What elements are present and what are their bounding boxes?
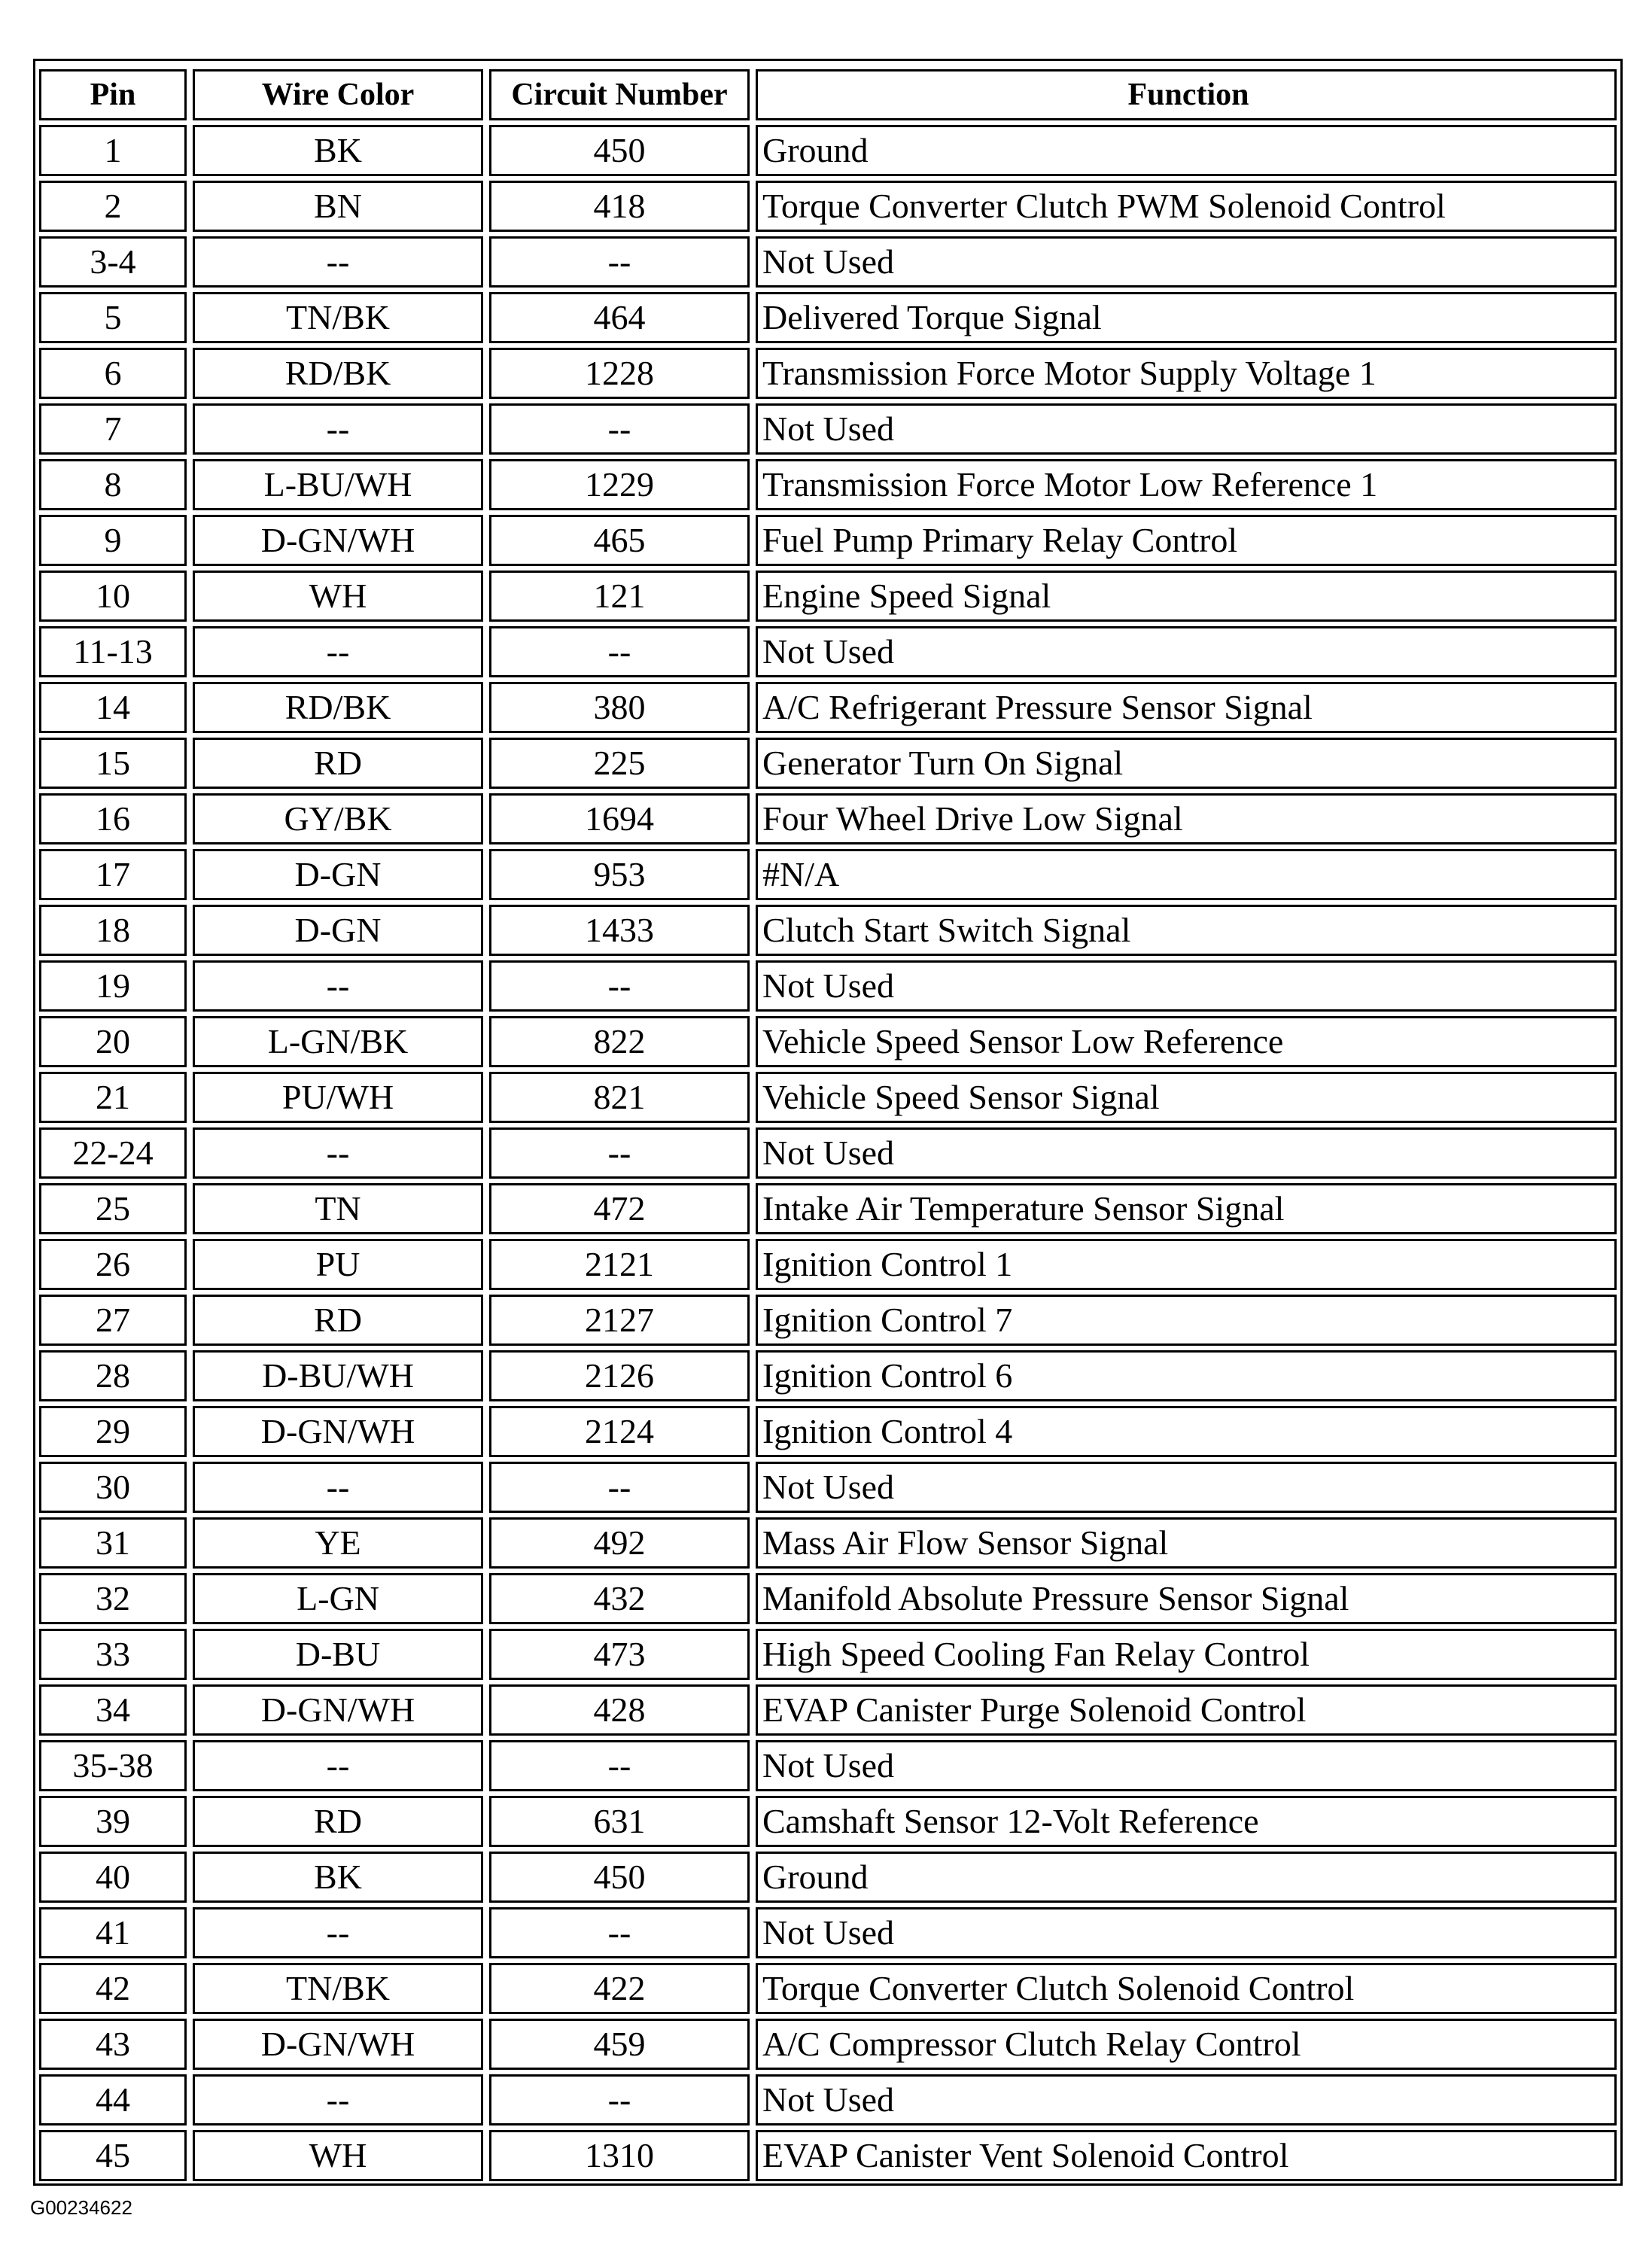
cell-function: Clutch Start Switch Signal xyxy=(756,905,1617,956)
cell-function: Engine Speed Signal xyxy=(756,571,1617,622)
cell-pin: 21 xyxy=(39,1072,187,1123)
header-circuit-number: Circuit Number xyxy=(489,69,750,120)
table-row xyxy=(39,1963,1617,2014)
cell-pin: 9 xyxy=(39,515,187,566)
cell-circuit-number: -- xyxy=(489,236,750,288)
cell-function: Fuel Pump Primary Relay Control xyxy=(756,515,1617,566)
cell-function: Ignition Control 6 xyxy=(756,1350,1617,1401)
cell-function: Ground xyxy=(756,1852,1617,1903)
header-pin: Pin xyxy=(39,69,187,120)
cell-wire-color: RD/BK xyxy=(193,682,483,733)
cell-pin: 44 xyxy=(39,2074,187,2126)
cell-pin: 6 xyxy=(39,348,187,399)
cell-circuit-number: 422 xyxy=(489,1963,750,2014)
cell-circuit-number: 1228 xyxy=(489,348,750,399)
cell-function: Vehicle Speed Sensor Low Reference xyxy=(756,1016,1617,1067)
cell-wire-color: TN/BK xyxy=(193,292,483,343)
cell-pin: 11-13 xyxy=(39,626,187,677)
table-row xyxy=(39,1740,1617,1791)
table-row xyxy=(39,1016,1617,1067)
cell-pin: 29 xyxy=(39,1406,187,1457)
cell-pin: 17 xyxy=(39,849,187,900)
cell-wire-color: -- xyxy=(193,960,483,1012)
cell-circuit-number: 121 xyxy=(489,571,750,622)
cell-wire-color: TN/BK xyxy=(193,1963,483,2014)
table-row xyxy=(39,1239,1617,1290)
cell-circuit-number: -- xyxy=(489,1907,750,1958)
table-row xyxy=(39,960,1617,1012)
cell-function: Vehicle Speed Sensor Signal xyxy=(756,1072,1617,1123)
cell-function: Torque Converter Clutch PWM Solenoid Control xyxy=(756,181,1617,232)
table-row xyxy=(39,1295,1617,1346)
cell-circuit-number: 953 xyxy=(489,849,750,900)
cell-pin: 19 xyxy=(39,960,187,1012)
cell-wire-color: BK xyxy=(193,125,483,176)
cell-circuit-number: 1433 xyxy=(489,905,750,956)
table-row xyxy=(39,2130,1617,2181)
cell-circuit-number: 225 xyxy=(489,738,750,789)
cell-wire-color: RD xyxy=(193,1295,483,1346)
cell-wire-color: -- xyxy=(193,2074,483,2126)
cell-circuit-number: 459 xyxy=(489,2019,750,2070)
cell-wire-color: D-GN xyxy=(193,849,483,900)
table-row xyxy=(39,1406,1617,1457)
table-row xyxy=(39,1462,1617,1513)
cell-function: #N/A xyxy=(756,849,1617,900)
cell-circuit-number: 465 xyxy=(489,515,750,566)
cell-pin: 42 xyxy=(39,1963,187,2014)
cell-pin: 25 xyxy=(39,1183,187,1234)
cell-circuit-number: 492 xyxy=(489,1517,750,1569)
cell-function: Manifold Absolute Pressure Sensor Signal xyxy=(756,1573,1617,1624)
cell-pin: 8 xyxy=(39,459,187,510)
cell-wire-color: D-GN/WH xyxy=(193,1406,483,1457)
cell-circuit-number: -- xyxy=(489,1127,750,1179)
table-row xyxy=(39,348,1617,399)
cell-circuit-number: 464 xyxy=(489,292,750,343)
cell-wire-color: D-GN/WH xyxy=(193,1684,483,1736)
table-row xyxy=(39,1573,1617,1624)
cell-circuit-number: -- xyxy=(489,403,750,455)
cell-function: Delivered Torque Signal xyxy=(756,292,1617,343)
cell-pin: 16 xyxy=(39,793,187,844)
cell-pin: 32 xyxy=(39,1573,187,1624)
cell-function: Camshaft Sensor 12-Volt Reference xyxy=(756,1796,1617,1847)
cell-function: Mass Air Flow Sensor Signal xyxy=(756,1517,1617,1569)
table-row xyxy=(39,236,1617,288)
cell-circuit-number: 821 xyxy=(489,1072,750,1123)
cell-wire-color: L-GN xyxy=(193,1573,483,1624)
cell-pin: 14 xyxy=(39,682,187,733)
cell-wire-color: -- xyxy=(193,1462,483,1513)
cell-function: Intake Air Temperature Sensor Signal xyxy=(756,1183,1617,1234)
cell-function: Not Used xyxy=(756,1127,1617,1179)
cell-circuit-number: 2126 xyxy=(489,1350,750,1401)
cell-function: Ignition Control 4 xyxy=(756,1406,1617,1457)
header-wire-color: Wire Color xyxy=(193,69,483,120)
table-row xyxy=(39,1350,1617,1401)
table-header-row xyxy=(39,69,1617,120)
cell-function: EVAP Canister Vent Solenoid Control xyxy=(756,2130,1617,2181)
cell-function: Not Used xyxy=(756,960,1617,1012)
cell-function: Not Used xyxy=(756,1907,1617,1958)
cell-circuit-number: 472 xyxy=(489,1183,750,1234)
cell-pin: 26 xyxy=(39,1239,187,1290)
cell-wire-color: TN xyxy=(193,1183,483,1234)
table-row xyxy=(39,292,1617,343)
table-row xyxy=(39,793,1617,844)
cell-wire-color: D-GN/WH xyxy=(193,515,483,566)
table-row xyxy=(39,515,1617,566)
cell-circuit-number: 1694 xyxy=(489,793,750,844)
table-row xyxy=(39,1183,1617,1234)
cell-pin: 41 xyxy=(39,1907,187,1958)
cell-circuit-number: 380 xyxy=(489,682,750,733)
cell-pin: 43 xyxy=(39,2019,187,2070)
cell-wire-color: L-BU/WH xyxy=(193,459,483,510)
cell-pin: 39 xyxy=(39,1796,187,1847)
cell-pin: 10 xyxy=(39,571,187,622)
cell-pin: 45 xyxy=(39,2130,187,2181)
cell-circuit-number: 428 xyxy=(489,1684,750,1736)
cell-wire-color: PU xyxy=(193,1239,483,1290)
table-row xyxy=(39,571,1617,622)
cell-circuit-number: 1310 xyxy=(489,2130,750,2181)
cell-circuit-number: 2121 xyxy=(489,1239,750,1290)
cell-pin: 20 xyxy=(39,1016,187,1067)
table-row xyxy=(39,905,1617,956)
cell-pin: 27 xyxy=(39,1295,187,1346)
cell-wire-color: WH xyxy=(193,2130,483,2181)
table-row xyxy=(39,1517,1617,1569)
table-row xyxy=(39,1796,1617,1847)
cell-wire-color: -- xyxy=(193,1907,483,1958)
cell-pin: 28 xyxy=(39,1350,187,1401)
table-row xyxy=(39,626,1617,677)
cell-pin: 18 xyxy=(39,905,187,956)
cell-wire-color: -- xyxy=(193,1127,483,1179)
cell-function: A/C Refrigerant Pressure Sensor Signal xyxy=(756,682,1617,733)
cell-wire-color: -- xyxy=(193,626,483,677)
table-row xyxy=(39,2074,1617,2126)
header-function: Function xyxy=(756,69,1617,120)
table-row xyxy=(39,1629,1617,1680)
cell-wire-color: BN xyxy=(193,181,483,232)
cell-pin: 31 xyxy=(39,1517,187,1569)
cell-circuit-number: -- xyxy=(489,2074,750,2126)
cell-circuit-number: -- xyxy=(489,960,750,1012)
table-row xyxy=(39,1127,1617,1179)
cell-circuit-number: 432 xyxy=(489,1573,750,1624)
cell-circuit-number: 450 xyxy=(489,125,750,176)
cell-circuit-number: 631 xyxy=(489,1796,750,1847)
figure-id: G00234622 xyxy=(30,2196,132,2219)
cell-pin: 22-24 xyxy=(39,1127,187,1179)
table-row xyxy=(39,2019,1617,2070)
cell-pin: 30 xyxy=(39,1462,187,1513)
cell-pin: 33 xyxy=(39,1629,187,1680)
cell-pin: 15 xyxy=(39,738,187,789)
cell-wire-color: -- xyxy=(193,1740,483,1791)
cell-function: Not Used xyxy=(756,236,1617,288)
cell-wire-color: YE xyxy=(193,1517,483,1569)
cell-pin: 5 xyxy=(39,292,187,343)
cell-pin: 2 xyxy=(39,181,187,232)
cell-function: Ignition Control 1 xyxy=(756,1239,1617,1290)
table-row xyxy=(39,1907,1617,1958)
cell-wire-color: BK xyxy=(193,1852,483,1903)
cell-wire-color: D-GN/WH xyxy=(193,2019,483,2070)
table-row xyxy=(39,125,1617,176)
cell-function: Four Wheel Drive Low Signal xyxy=(756,793,1617,844)
cell-circuit-number: 450 xyxy=(489,1852,750,1903)
cell-wire-color: RD/BK xyxy=(193,348,483,399)
cell-function: High Speed Cooling Fan Relay Control xyxy=(756,1629,1617,1680)
table-body xyxy=(39,125,1617,2181)
cell-circuit-number: 2127 xyxy=(489,1295,750,1346)
cell-circuit-number: -- xyxy=(489,626,750,677)
cell-wire-color: -- xyxy=(193,403,483,455)
cell-function: EVAP Canister Purge Solenoid Control xyxy=(756,1684,1617,1736)
cell-function: Torque Converter Clutch Solenoid Control xyxy=(756,1963,1617,2014)
cell-circuit-number: 2124 xyxy=(489,1406,750,1457)
cell-wire-color: WH xyxy=(193,571,483,622)
cell-function: Not Used xyxy=(756,2074,1617,2126)
table-row xyxy=(39,738,1617,789)
cell-pin: 1 xyxy=(39,125,187,176)
table-row xyxy=(39,1852,1617,1903)
cell-wire-color: RD xyxy=(193,1796,483,1847)
cell-function: Transmission Force Motor Supply Voltage 1 xyxy=(756,348,1617,399)
pin-table xyxy=(39,65,1617,2186)
table-row xyxy=(39,1684,1617,1736)
table-row xyxy=(39,849,1617,900)
table-row xyxy=(39,682,1617,733)
cell-wire-color: L-GN/BK xyxy=(193,1016,483,1067)
cell-pin: 35-38 xyxy=(39,1740,187,1791)
cell-circuit-number: -- xyxy=(489,1462,750,1513)
cell-function: Not Used xyxy=(756,1462,1617,1513)
cell-function: Transmission Force Motor Low Reference 1 xyxy=(756,459,1617,510)
cell-wire-color: GY/BK xyxy=(193,793,483,844)
cell-pin: 7 xyxy=(39,403,187,455)
cell-circuit-number: 822 xyxy=(489,1016,750,1067)
cell-function: Not Used xyxy=(756,626,1617,677)
cell-pin: 40 xyxy=(39,1852,187,1903)
cell-wire-color: D-BU/WH xyxy=(193,1350,483,1401)
table-row xyxy=(39,1072,1617,1123)
table-row xyxy=(39,403,1617,455)
cell-circuit-number: 473 xyxy=(489,1629,750,1680)
cell-function: A/C Compressor Clutch Relay Control xyxy=(756,2019,1617,2070)
cell-wire-color: RD xyxy=(193,738,483,789)
cell-function: Ground xyxy=(756,125,1617,176)
cell-wire-color: -- xyxy=(193,236,483,288)
cell-circuit-number: -- xyxy=(489,1740,750,1791)
cell-function: Not Used xyxy=(756,1740,1617,1791)
cell-circuit-number: 418 xyxy=(489,181,750,232)
cell-function: Generator Turn On Signal xyxy=(756,738,1617,789)
cell-function: Not Used xyxy=(756,403,1617,455)
cell-wire-color: D-GN xyxy=(193,905,483,956)
cell-wire-color: PU/WH xyxy=(193,1072,483,1123)
cell-function: Ignition Control 7 xyxy=(756,1295,1617,1346)
cell-circuit-number: 1229 xyxy=(489,459,750,510)
cell-wire-color: D-BU xyxy=(193,1629,483,1680)
table-row xyxy=(39,181,1617,232)
table-row xyxy=(39,459,1617,510)
cell-pin: 34 xyxy=(39,1684,187,1736)
cell-pin: 3-4 xyxy=(39,236,187,288)
